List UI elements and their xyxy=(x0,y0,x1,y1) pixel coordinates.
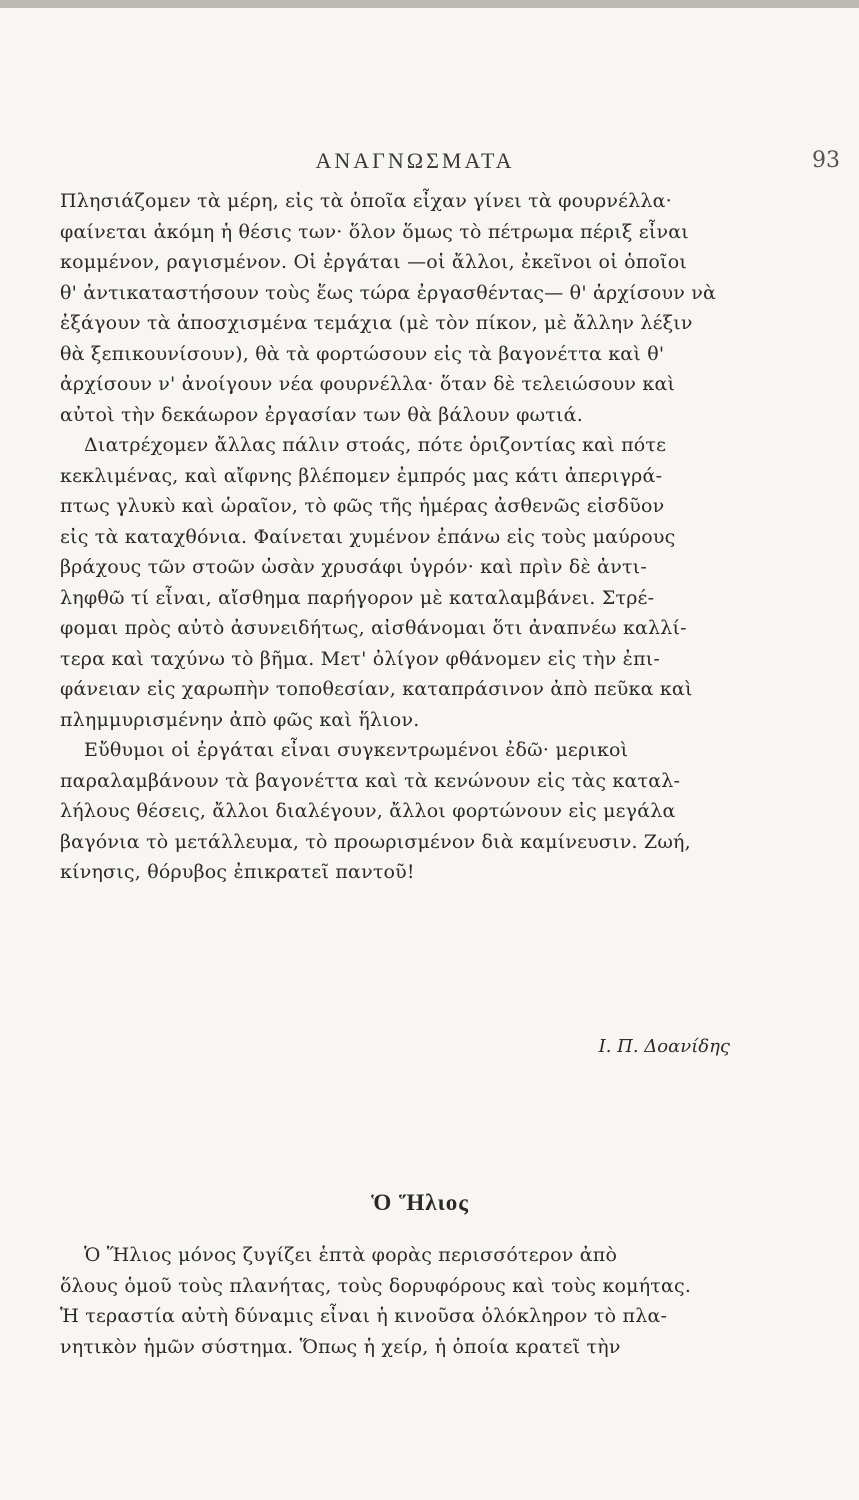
book-page xyxy=(0,8,859,1500)
page-top-edge xyxy=(0,0,859,8)
text-line: κομμένον, ραγισμένον. Οἱ ἐργάται —οἱ ἄλλοι, ἐκεῖνοι οἱ ὁποῖοι xyxy=(60,251,687,273)
paragraph-first-line: Εὔθυμοι οἱ ἐργάται εἶναι συγκεντρωμένοι ἐδῶ· μερικοὶ xyxy=(84,739,629,761)
running-head xyxy=(0,148,859,178)
section-title: Ὁ Ἥλιος xyxy=(371,1190,469,1215)
text-line: φάνειαν εἰς χαρωπὴν τοποθεσίαν, καταπράσινον ἀπὸ πεῦκα καὶ xyxy=(60,678,693,700)
text-line: νητικὸν ἡμῶν σύστημα. Ὅπως ἡ χείρ, ἡ ὁποία κρατεῖ τὴν xyxy=(60,1335,621,1358)
author-signature: Ι. Π. Δοανίδης xyxy=(598,1036,730,1057)
paragraph-first-line: Ὁ Ἥλιος μόνος ζυγίζει ἑπτὰ φορὰς περισσότερον ἀπὸ xyxy=(84,1244,618,1266)
article-sun-text xyxy=(60,1240,770,1362)
text-line: ληφθῶ τί εἶναι, αἴσθημα παρήγορον μὲ καταλαμβάνει. Στρέ- xyxy=(60,586,655,609)
text-line: πλημμυρισμένην ἀπὸ φῶς καὶ ἥλιον. xyxy=(60,708,420,731)
paragraph-first-line: Διατρέχομεν ἄλλας πάλιν στοάς, πότε ὁριζοντίας καὶ πότε xyxy=(84,434,667,456)
running-head-title: ΑΝΑΓΝΩΣΜΑΤΑ xyxy=(315,148,515,173)
text-line: Ἡ τεραστία αὐτὴ δύναμις εἶναι ἡ κινοῦσα ὁλόκληρον τὸ πλα- xyxy=(60,1305,668,1327)
text-line: πτως γλυκὺ καὶ ὡραῖον, τὸ φῶς τῆς ἡμέρας ἀσθενῶς εἰσδῦον xyxy=(60,495,665,517)
text-line: τερα καὶ ταχύνω τὸ βῆμα. Μετ' ὀλίγον φθάνομεν εἰς τὴν ἐπι- xyxy=(60,647,661,670)
text-line: φαίνεται ἀκόμη ἡ θέσις των· ὅλον ὅμως τὸ πέτρωμα πέριξ εἶναι xyxy=(60,220,689,243)
page-number: 93 xyxy=(812,148,840,173)
text-line: κίνησις, θόρυβος ἐπικρατεῖ παντοῦ! xyxy=(60,861,415,883)
text-line: θὰ ξεπικουνίσουν), θὰ τὰ φορτώσουν εἰς τὰ βαγονέττα καὶ θ' xyxy=(60,342,665,365)
text-line: εἰς τὰ καταχθόνια. Φαίνεται χυμένον ἐπάνω εἰς τοὺς μαύρους xyxy=(60,525,676,548)
text-line: βαγόνια τὸ μετάλλευμα, τὸ προωρισμένον διὰ καμίνευσιν. Ζωή, xyxy=(60,830,691,853)
article-mine-text xyxy=(60,186,770,888)
text-line: αὐτοὶ τὴν δεκάωρον ἐργασίαν των θὰ βάλουν φωτιά. xyxy=(60,403,583,426)
text-line: ἐξάγουν τὰ ἀποσχισμένα τεμάχια (μὲ τὸν πίκον, μὲ ἄλλην λέξιν xyxy=(60,312,693,334)
text-line: ὅλους ὁμοῦ τοὺς πλανήτας, τοὺς δορυφόρους καὶ τοὺς κομήτας. xyxy=(60,1274,692,1297)
text-line: θ' ἀντικαταστήσουν τοὺς ἕως τώρα ἐργασθέντας— θ' ἀρχίσουν νὰ xyxy=(60,281,717,304)
text-line: βράχους τῶν στοῶν ὡσὰν χρυσάφι ὑγρόν· καὶ πρὶν δὲ ἀντι- xyxy=(60,556,647,578)
text-line: ἀρχίσουν ν' ἀνοίγουν νέα φουρνέλλα· ὅταν δὲ τελειώσουν καὶ xyxy=(60,373,676,395)
text-line: φομαι πρὸς αὐτὸ ἀσυνειδήτως, αἰσθάνομαι ὅτι ἀναπνέω καλλί- xyxy=(60,617,687,639)
text-line: Πλησιάζομεν τὰ μέρη, εἰς τὰ ὁποῖα εἶχαν γίνει τὰ φουρνέλλα· xyxy=(60,190,672,212)
text-line: παραλαμβάνουν τὰ βαγονέττα καὶ τὰ κενώνουν εἰς τὰς καταλ- xyxy=(60,769,681,792)
text-line: κεκλιμένας, καὶ αἴφνης βλέπομεν ἐμπρός μας κάτι ἀπεριγρά- xyxy=(60,464,663,487)
text-line: λήλους θέσεις, ἄλλοι διαλέγουν, ἄλλοι φορτώνουν εἰς μεγάλα xyxy=(60,800,676,822)
